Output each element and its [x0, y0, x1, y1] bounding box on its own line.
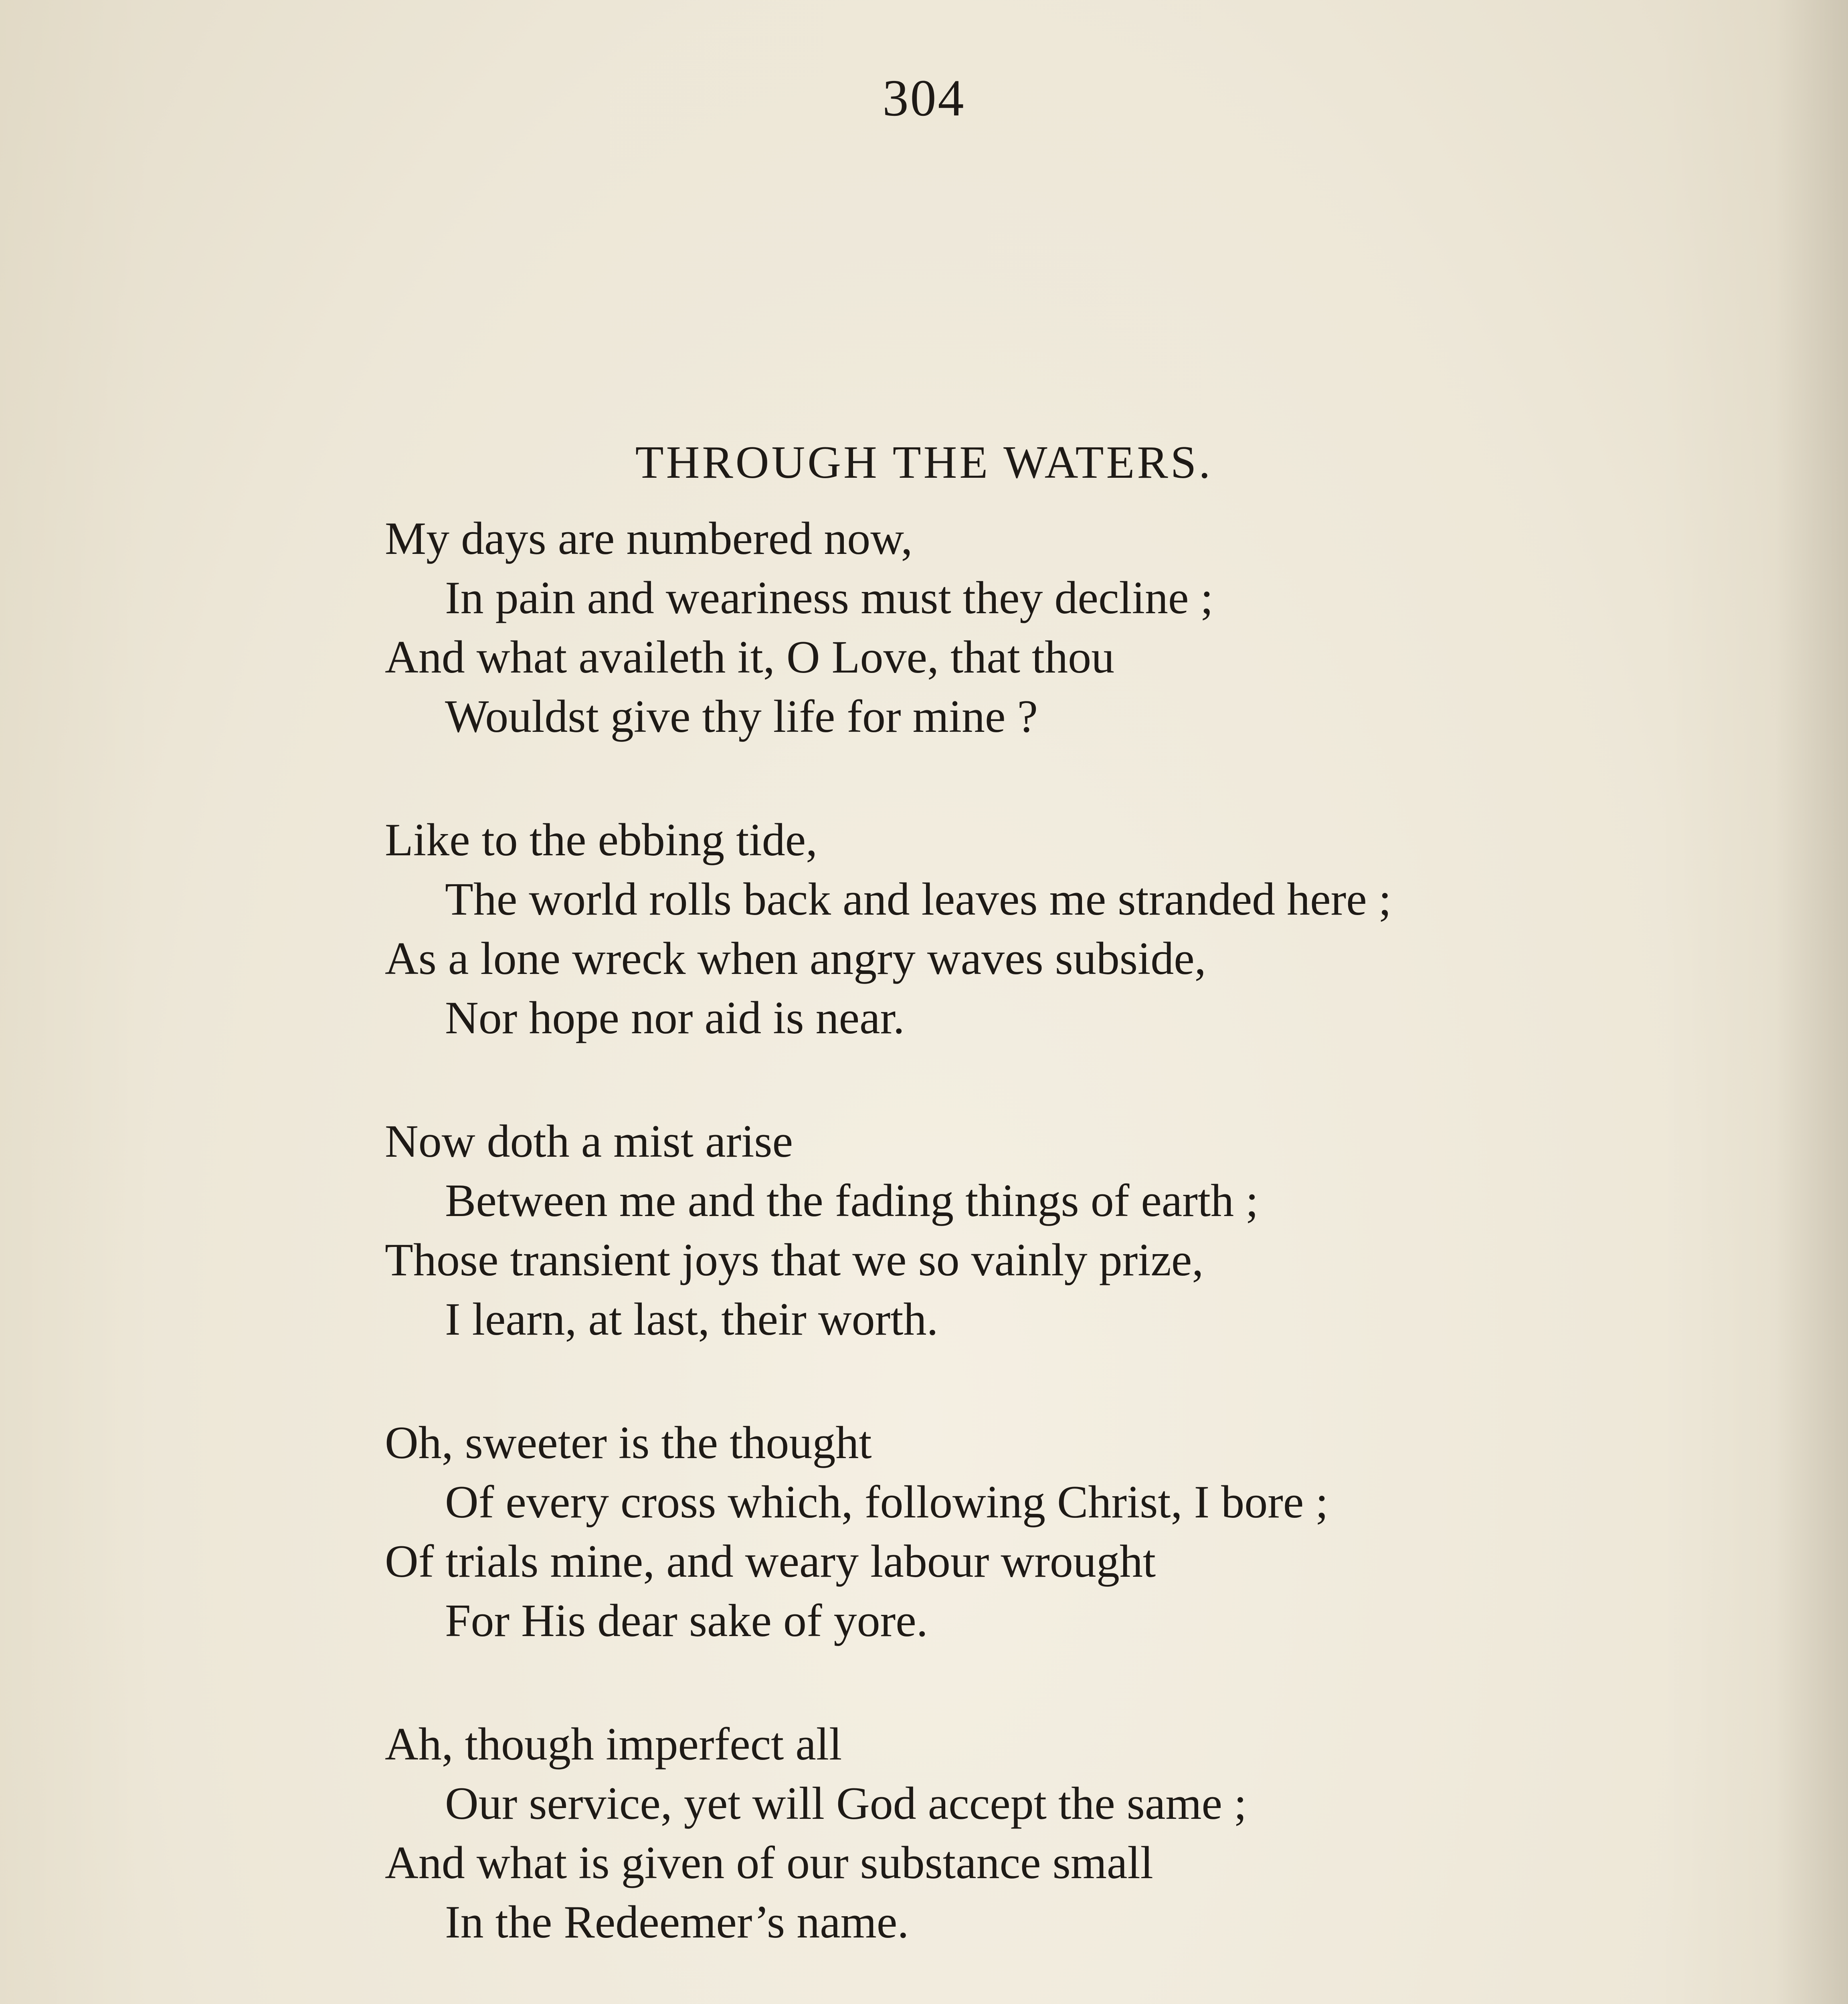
poem-line: Ah, though imperfect all [385, 1719, 842, 1770]
stanza-3 [385, 1112, 1748, 1349]
poem-line: Of every cross which, following Christ, I bore ; [445, 1477, 1328, 1528]
poem-line: I learn, at last, their worth. [445, 1294, 938, 1345]
poem-line: Of trials mine, and weary labour wrought [385, 1536, 1156, 1587]
stanza-5 [385, 1715, 1748, 1952]
poem-line: And what is given of our substance small [385, 1837, 1153, 1889]
stanza-1 [385, 509, 1748, 746]
poem-line: In the Redeemer’s name. [445, 1897, 909, 1948]
stanza-2 [385, 810, 1748, 1048]
poem-line: As a lone wreck when angry waves subside, [385, 933, 1206, 984]
poem-line: Oh, sweeter is the thought [385, 1417, 872, 1469]
poem-line: Now doth a mist arise [385, 1116, 793, 1167]
poem-line: Our service, yet will God accept the same ; [445, 1778, 1247, 1829]
poem-line: My days are numbered now, [385, 513, 913, 564]
poem-line: Like to the ebbing tide, [385, 814, 818, 866]
poem-line: Those transient joys that we so vainly prize, [385, 1234, 1204, 1286]
poem-title: THROUGH THE WATERS. [635, 436, 1213, 488]
poem-line: Wouldst give thy life for mine ? [445, 691, 1038, 742]
poem-line: The world rolls back and leaves me stranded here ; [445, 874, 1392, 925]
poem-line: Between me and the fading things of earth ; [445, 1175, 1259, 1226]
poem-line: And what availeth it, O Love, that thou [385, 632, 1115, 683]
page-number: 304 [882, 69, 966, 127]
stanza-4 [385, 1413, 1748, 1650]
poem-line: In pain and weariness must they decline ; [445, 572, 1213, 624]
poem-line: For His dear sake of yore. [445, 1595, 928, 1646]
poem-line: Nor hope nor aid is near. [445, 992, 905, 1044]
poem-body [385, 509, 1748, 2004]
